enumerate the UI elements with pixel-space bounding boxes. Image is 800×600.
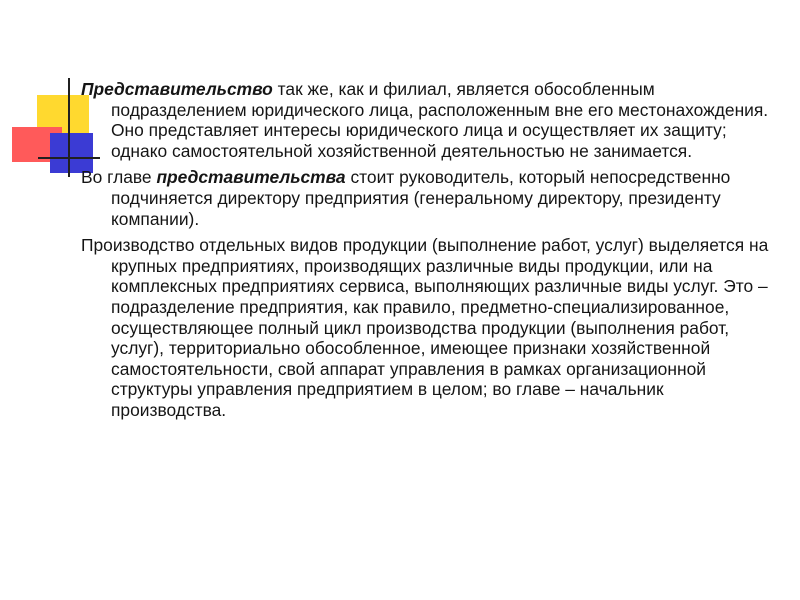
paragraph-prefix: Во главе — [81, 167, 157, 188]
paragraph-production — [81, 235, 781, 420]
term-representative-office-genitive: представительства — [156, 167, 346, 188]
paragraph-representative-office — [81, 79, 781, 161]
slide-body — [81, 79, 781, 427]
paragraph-head-of-office — [81, 167, 781, 229]
term-representative-office: Представительство — [81, 79, 273, 99]
paragraph-text: Производство отдельных видов продукции (выполнение работ, услуг) выделяется на крупных предприятиях, производящих различные виды продукции, или на комплексных предприятиях сервиса, выполняющих различные виды услуг. Это – подразделение предприятия, как правило, предметно-специализированное, осуществляющее полный цикл производства продукции (выполнения работ, услуг), территориально обособленное, имеющее признаки хозяйственной самостоятельности, свой аппарат управления в рамках организационной структуры управления предприятием в целом; во главе – начальник производства. — [81, 235, 769, 420]
vertical-line — [68, 78, 70, 177]
paragraph-text: так же, как и филиал, является обособленным подразделением юридического лица, расположенным вне его местонахождения. Оно представляет интересы юридического лица и осуществляет их защиту; однако самостоятельной хозяйственной деятельностью не занимается. — [111, 79, 769, 161]
paragraph-suffix: стоит руководитель, который непосредственно подчиняется директору предприятия (генеральному директору, президенту компании). — [111, 167, 731, 229]
